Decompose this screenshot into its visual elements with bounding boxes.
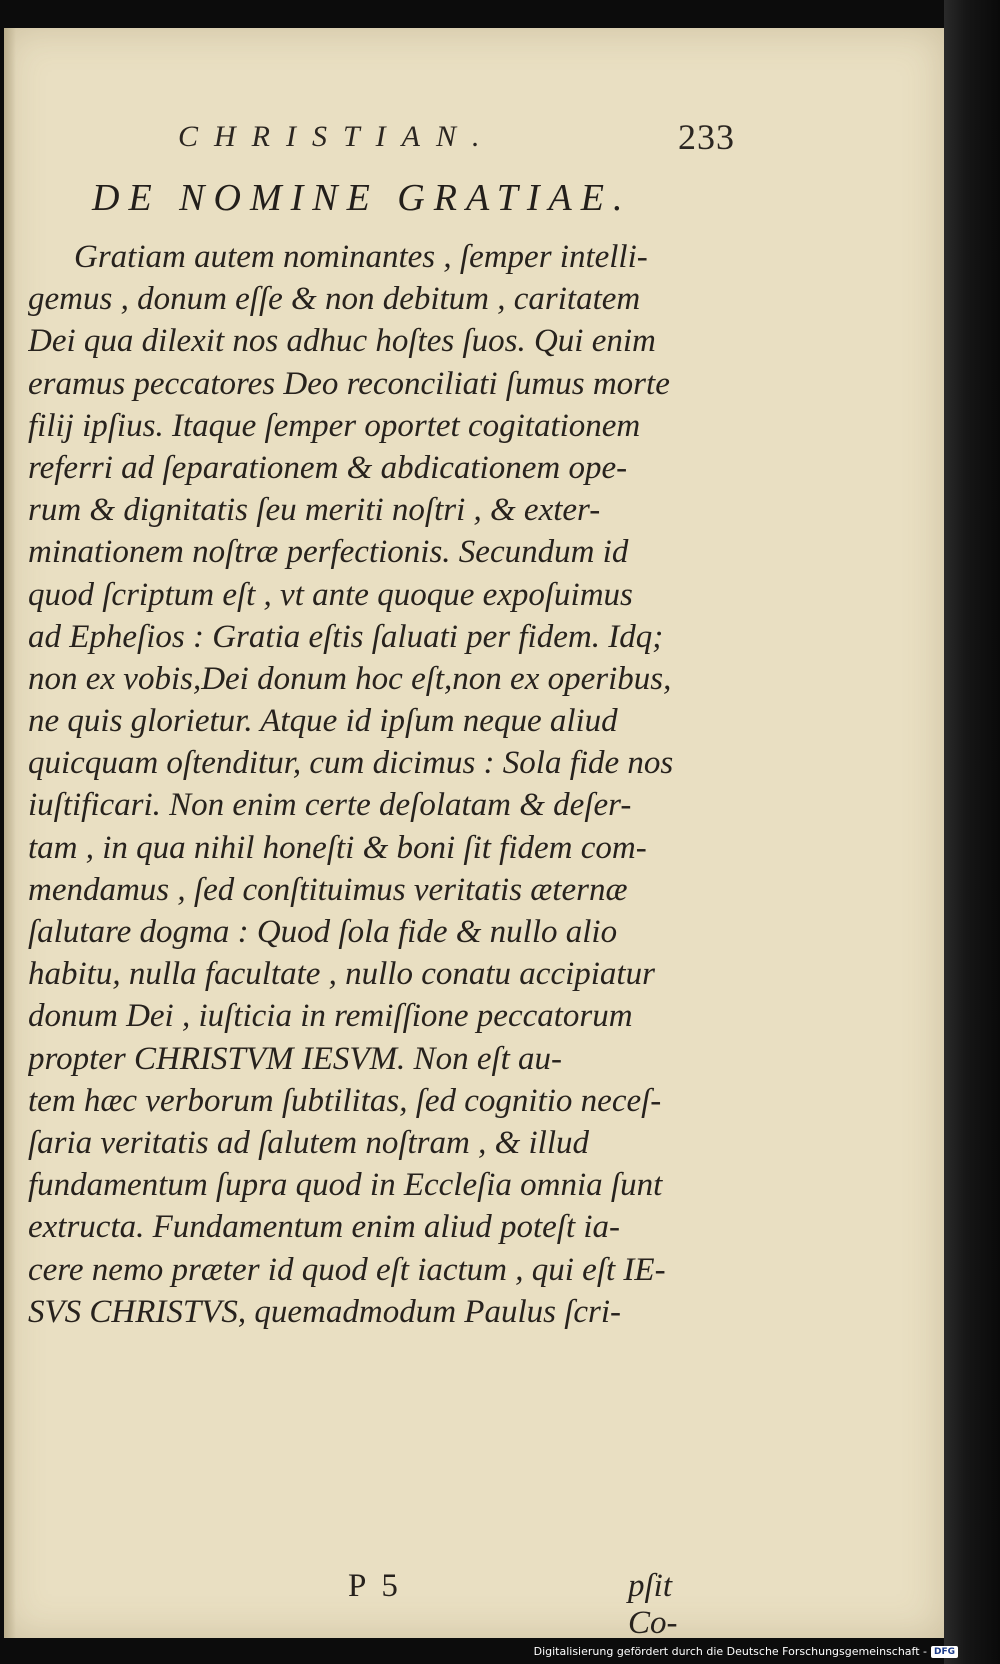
text-line: quicquam oſtenditur, cum dicimus : Sola fide nos (28, 745, 674, 782)
text-line: tem hæc verborum ſubtilitas, ſed cognitio neceſ- (28, 1082, 662, 1119)
text-line: cere nemo præter id quod eſt iactum , qui eſt IE- (28, 1251, 666, 1288)
text-line: minationem noſtræ perfectionis. Secundum id (28, 534, 629, 571)
text-line: Dei qua dilexit nos adhuc hoſtes ſuos. Qui enim (28, 323, 656, 360)
text-line: ſaria veritatis ad ſalutem noſtram , & illud (28, 1124, 589, 1161)
text-line: fundamentum ſupra quod in Eccleſia omnia ſunt (28, 1167, 663, 1204)
text-line: donum Dei , iuſticia in remiſſione peccatorum (28, 998, 633, 1035)
text-line: propter CHRISTVM IESVM. Non eſt au- (28, 1040, 563, 1077)
book-cover-edge (944, 0, 1000, 1664)
dfg-logo-icon: DFG (931, 1646, 958, 1658)
page-header (28, 117, 735, 160)
text-line: gemus , donum eſſe & non debitum , caritatem (28, 281, 641, 318)
text-line: habitu, nulla facultate , nullo conatu accipiatur (28, 956, 655, 993)
text-line: extructa. Fundamentum enim aliud poteſt ia- (28, 1209, 621, 1246)
text-line: non ex vobis,Dei donum hoc eſt,non ex operibus, (28, 660, 672, 697)
signature-mark: P 5 (348, 1568, 402, 1604)
text-line: Gratiam autem nominantes , ſemper intelli- (74, 239, 648, 275)
body-text (28, 236, 708, 1333)
running-head: CHRISTIAN. (178, 120, 496, 153)
text-line: eramus peccatores Deo reconciliati ſumus morte (28, 365, 670, 402)
page-number: 233 (678, 117, 735, 157)
text-line: iuſtificari. Non enim certe deſolatam & deſer- (28, 787, 632, 824)
text-line: filij ipſius. Itaque ſemper oportet cogitationem (28, 407, 641, 444)
text-line: quod ſcriptum eſt , vt ante quoque expoſuimus (28, 576, 633, 613)
text-line: referri ad ſeparationem & abdicationem ope- (28, 449, 628, 486)
text-line: ad Epheſios : Gratia eſtis ſaluati per fidem. Idq; (28, 618, 664, 655)
text-line: rum & dignitatis ſeu meriti noſtri , & exter- (28, 492, 601, 529)
section-title: DE NOMINE GRATIAE. (92, 177, 632, 219)
credit-text: Digitalisierung gefördert durch die Deutsche Forschungsgemeinschaft - (533, 1645, 927, 1658)
text-line: ne quis glorietur. Atque id ipſum neque aliud (28, 703, 618, 740)
page-gutter-shadow (4, 28, 16, 1638)
catchword: pſit Co- (628, 1568, 678, 1641)
digitization-credit (534, 1645, 958, 1658)
text-line: tam , in qua nihil honeſti & boni ſit fidem com- (28, 829, 647, 866)
page-footer (28, 1568, 718, 1641)
text-line: mendamus , ſed conſtituimus veritatis æternæ (28, 871, 628, 908)
text-line: SVS CHRISTVS, quemadmodum Paulus ſcri- (28, 1293, 622, 1330)
text-line: ſalutare dogma : Quod ſola fide & nullo alio (28, 914, 618, 950)
